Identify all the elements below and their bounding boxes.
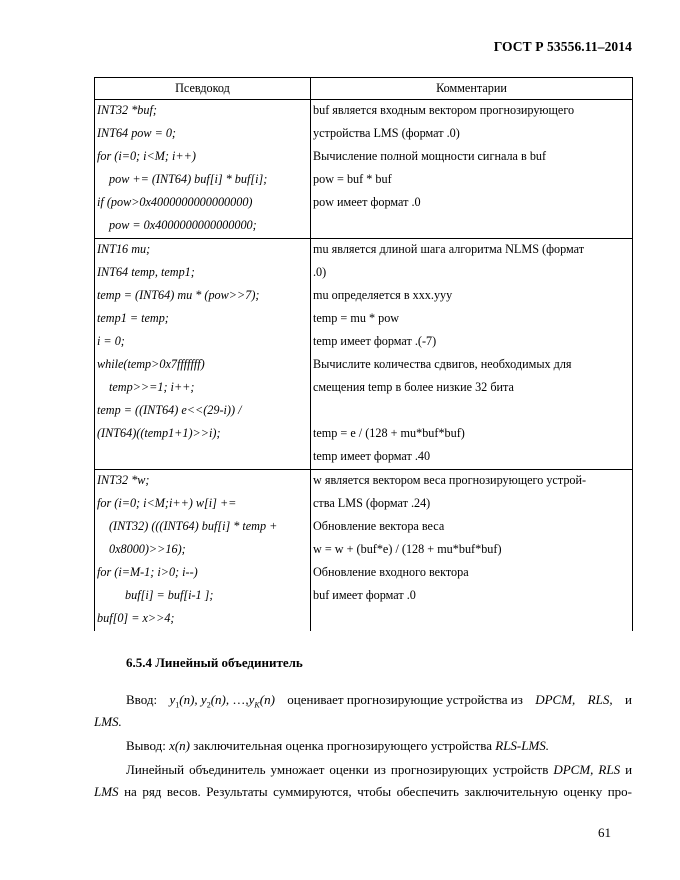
code-line: i = 0; [97, 334, 125, 348]
combiner-paragraph: Линейный объединитель умножает оценки из прогнозирующих устройств DPCM, RLS и [126, 762, 633, 777]
comment-cell [311, 100, 633, 239]
page-number: 61 [598, 825, 611, 840]
code-line: temp1 = temp; [97, 311, 169, 325]
comment-line: Обновление вектора веса [313, 519, 445, 533]
table-row [95, 100, 633, 239]
comment-line: Вычислите количества сдвигов, необходимых для [313, 357, 572, 371]
code-line: INT64 temp, temp1; [97, 265, 195, 279]
comment-line: ства LMS (формат .24) [313, 496, 431, 510]
comment-cell [311, 239, 633, 470]
code-line: for (i=0; i<M; i++) [97, 149, 196, 163]
comment-line: buf является входным вектором прогнозирующего [313, 103, 575, 117]
comment-line: .0) [313, 265, 327, 279]
comment-line: temp = mu * pow [313, 311, 400, 325]
code-line: temp>>=1; i++; [109, 380, 195, 394]
code-line: buf[0] = x>>4; [97, 611, 175, 625]
code-line: temp = ((INT64) e<<(29-i)) / [97, 403, 242, 417]
comment-line [311, 215, 632, 238]
code-line: INT32 *w; [97, 473, 150, 487]
code-line: while(temp>0x7fffffff) [97, 357, 205, 371]
code-line: for (i=0; i<M;i++) w[i] += [97, 496, 237, 510]
table-row [95, 470, 633, 632]
code-cell [95, 470, 311, 632]
comment-line: mu является длиной шага алгоритма NLMS (формат [313, 242, 585, 256]
comment-line: temp имеет формат .40 [313, 449, 431, 463]
code-line: 0x8000)>>16); [109, 542, 186, 556]
table-row [95, 239, 633, 470]
input-lms: LMS. [94, 714, 122, 729]
comment-line: pow = buf * buf [313, 172, 392, 186]
input-text: оценивает прогнозирующие устройства из [287, 692, 523, 707]
comment-line: w = w + (buf*e) / (128 + mu*buf*buf) [313, 542, 502, 556]
input-dpcm: DPCM, [535, 692, 576, 707]
code-line: for (i=M-1; i>0; i--) [97, 565, 198, 579]
comment-cell [311, 470, 633, 632]
code-line: pow = 0x4000000000000000; [109, 218, 257, 232]
input-signals: $y_1(n)$, $y_2(n)$, $\dots,y_K(n)$ [169, 692, 275, 710]
column-header-pseudocode: Псевдокод [95, 78, 311, 100]
code-line: buf[i] = buf[i-1 ]; [125, 588, 214, 602]
section-title: 6.5.4 Линейный объединитель [126, 655, 303, 670]
comment-line: w является вектором веса прогнозирующего устрой- [313, 473, 587, 487]
pseudocode-table [94, 77, 633, 631]
document-header: ГОСТ Р 53556.11–2014 [493, 39, 632, 54]
code-line: (INT64)((temp1+1)>>i); [97, 426, 221, 440]
comment-line [311, 608, 632, 631]
comment-line: Обновление входного вектора [313, 565, 469, 579]
comment-line: mu определяется в xxx.yyy [313, 288, 453, 302]
input-label: Ввод: [126, 692, 158, 707]
code-line: pow += (INT64) buf[i] * buf[i]; [109, 172, 268, 186]
comment-line: temp имеет формат .(-7) [313, 334, 437, 348]
combiner-paragraph-cont: LMS на ряд весов. Результаты суммируются, чтобы обеспечить заключительную оценку про- [94, 784, 633, 799]
input-paragraph-cont [94, 712, 122, 732]
code-line: INT32 *buf; [97, 103, 157, 117]
comment-line: устройства LMS (формат .0) [313, 126, 460, 140]
output-paragraph: Вывод: x(n) заключительная оценка прогнозирующего устройства RLS-LMS. [126, 738, 550, 753]
comment-line [311, 400, 632, 423]
comment-line: Вычисление полной мощности сигнала в buf [313, 149, 547, 163]
code-line: INT64 pow = 0; [97, 126, 176, 140]
code-cell [95, 239, 311, 470]
input-paragraph [126, 690, 632, 716]
comment-line: смещения temp в более низкие 32 бита [313, 380, 514, 394]
code-line: temp = (INT64) mu * (pow>>7); [97, 288, 260, 302]
code-line: INT16 mu; [97, 242, 151, 256]
comment-line: pow имеет формат .0 [313, 195, 421, 209]
code-line: (INT32) (((INT64) buf[i] * temp + [109, 519, 278, 533]
code-line: if (pow>0x4000000000000000) [97, 195, 253, 209]
comment-line: temp = e / (128 + mu*buf*buf) [313, 426, 465, 440]
comment-line: buf имеет формат .0 [313, 588, 416, 602]
input-and: и [624, 692, 632, 707]
code-cell [95, 100, 311, 239]
column-header-comments: Комментарии [311, 78, 633, 100]
input-rls: RLS, [587, 692, 613, 707]
code-line [95, 446, 310, 469]
